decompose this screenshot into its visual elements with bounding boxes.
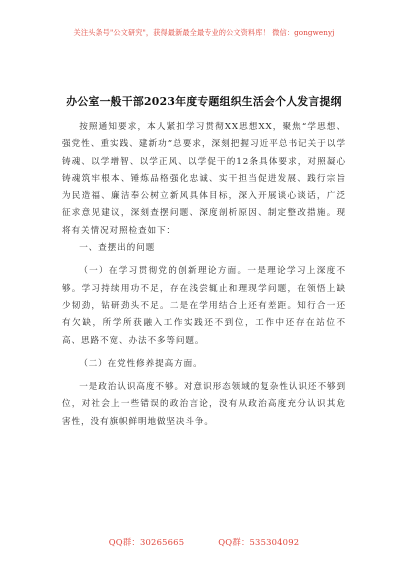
header-promo-text: 关注头条号"公文研究"，获得最新最全最专业的公文资料库！ 微信：gongwenyj bbox=[73, 28, 335, 37]
qq-group-2: QQ群：535304092 bbox=[218, 537, 300, 547]
subsection-heading: （二）在党性修养提高方面。 bbox=[79, 358, 203, 369]
section-heading: 一、查摆出的问题 bbox=[79, 243, 156, 254]
document-title: 办公室一般干部2023年度专题组织生活会个人发言提纲 bbox=[66, 95, 342, 108]
document-body bbox=[62, 119, 346, 431]
body-paragraph: 一是政治认识高度不够。对意识形态领域的复杂性认识还不够到位，对社会上一些错误的政治言论，没有从政治高度充分认识其危害性，没有旗帜鲜明地做坚决斗争。 bbox=[62, 382, 346, 427]
qq-group-1: QQ群：30265665 bbox=[108, 537, 185, 547]
footer-qq-groups bbox=[0, 536, 408, 548]
subsection-paragraph: （一）在学习贯彻党的创新理论方面。一是理论学习上深度不够。学习持续用功不足，存在浅尝辄止和理现学问题，在领悟上缺少韧劲，钻研劲头不足。二是在学用结合上还有差距。知行合一还有欠缺，所学所获融入工作实践还不到位，工作中还存在站位不高、思路不宽、办法不多等问题。 bbox=[62, 266, 346, 346]
intro-paragraph: 按照通知要求，本人紧扣学习贯彻XX思想XX，聚焦“学思想、强党性、重实践、建新功”总要求，深刻把握习近平总书记关于以学铸魂、以学增智、以学正风、以学促干的12条具体要求，对照凝心铸魂筑牢根本、锤炼品格强化忠诚、实干担当促进发展、践行宗旨为民造福、廉洁奉公树立新风具体目标，深入开展谈心谈话，广泛征求意见建议，深刻查摆问题、深度剖析原因、制定整改措施。现将有关情况对照检查如下： bbox=[62, 122, 346, 236]
